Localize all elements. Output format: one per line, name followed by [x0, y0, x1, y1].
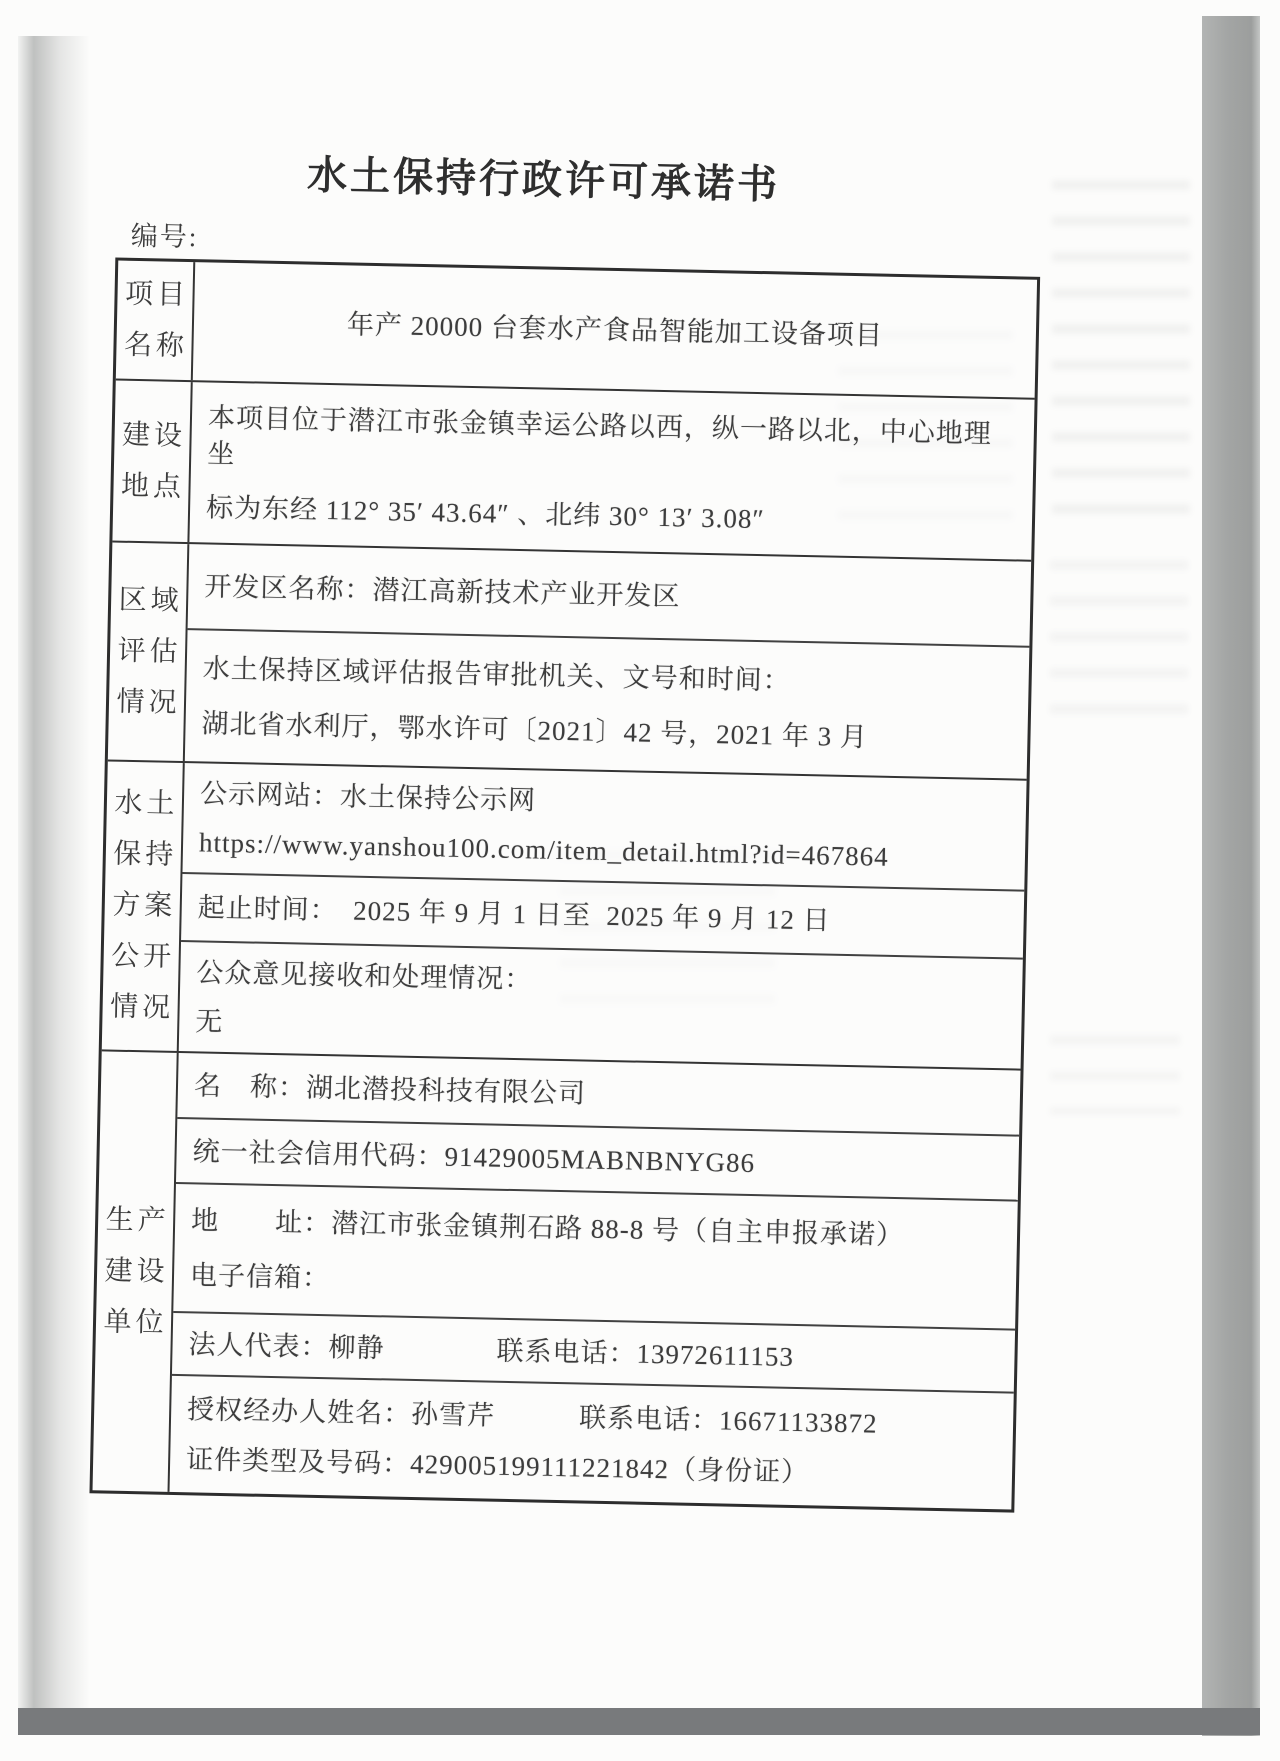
address-line: 地 址：潜江市张金镇荆石路 88-8 号（自主申报承诺）	[190, 1205, 905, 1251]
number-label: 编号:	[130, 220, 199, 253]
row-label-line: 项目	[124, 278, 190, 311]
row-address-email	[173, 1182, 1018, 1329]
row-assessment-approval	[185, 628, 1030, 779]
group-swc-plan-disclosure	[102, 759, 1027, 1068]
group-regional-assessment	[108, 541, 1031, 779]
row-label-line: 名称	[123, 329, 189, 362]
agent-line: 授权经办人姓名：孙雪芹 联系电话：16671133872	[186, 1393, 878, 1439]
assessment-approval-label-line: 水土保持区域评估报告审批机关、文号和时间：	[202, 653, 791, 696]
project-name-value: 年产 20000 台套水产食品智能加工设备项目	[346, 309, 884, 351]
row-label-construction-site	[112, 381, 192, 543]
row-label-line: 单位	[103, 1305, 168, 1339]
row-authorized-agent	[170, 1374, 1014, 1510]
row-label-line: 情况	[109, 991, 175, 1024]
row-label-line: 保持	[113, 838, 178, 871]
row-label-line: 建设	[121, 419, 187, 452]
row-label-line: 情况	[116, 686, 181, 719]
row-public-comments	[179, 940, 1023, 1069]
group-project-name	[116, 261, 1037, 398]
row-label-project-name	[116, 261, 195, 381]
row-project-name	[193, 262, 1037, 398]
publicity-period-line: 起止时间： 2025 年 9 月 1 日至 2025 年 9 月 12 日	[197, 892, 831, 936]
row-label-line: 方案	[111, 889, 177, 922]
page-title: 水土保持行政许可承诺书	[306, 153, 781, 208]
company-name-line: 名 称：湖北潜投科技有限公司	[193, 1070, 587, 1109]
assessment-approval-value-line: 湖北省水利厅，鄂水许可〔2021〕42 号，2021 年 3 月	[201, 708, 869, 753]
row-label-construction-unit	[93, 1051, 179, 1492]
public-comments-value-line: 无	[195, 1006, 224, 1037]
email-line: 电子信箱：	[189, 1259, 331, 1293]
row-label-line: 建设	[104, 1255, 169, 1288]
row-label-line: 生产	[105, 1204, 171, 1237]
group-construction-unit	[93, 1049, 1021, 1509]
commitment-table	[89, 257, 1040, 1512]
row-construction-site	[189, 382, 1034, 560]
devzone-name-value: 开发区名称：潜江高新技术产业开发区	[204, 571, 681, 612]
legal-representative-line: 法人代表：柳静 联系电话：13972611153	[188, 1328, 795, 1372]
id-number-line: 证件类型及号码：429005199111221842（身份证）	[185, 1444, 810, 1488]
credit-code-line: 统一社会信用代码：91429005MABNBNYG86	[192, 1135, 756, 1178]
construction-site-line-2: 标为东经 112° 35′ 43.64″ 、北纬 30° 13′ 3.08″	[205, 492, 765, 534]
row-label-line: 水土	[114, 787, 179, 820]
row-label-line: 公开	[110, 940, 176, 973]
publicity-url-line: https://www.yanshou100.com/item_detail.html?id=467864	[198, 827, 889, 872]
row-label-line: 区域	[118, 584, 183, 617]
construction-site-line-1: 本项目位于潜江市张金镇幸运公路以西，纵一路以北，中心地理坐	[206, 402, 993, 470]
public-comments-label-line: 公众意见接收和处理情况：	[196, 957, 533, 995]
row-label-line: 评估	[117, 635, 182, 668]
publicity-website-line: 公示网站：水土保持公示网	[199, 778, 537, 816]
row-label-regional-assessment	[108, 543, 190, 762]
row-publicity-website	[182, 763, 1026, 890]
row-label-swc-plan-disclosure	[102, 761, 185, 1051]
group-construction-site	[112, 379, 1034, 560]
row-label-line: 地点	[120, 470, 186, 503]
